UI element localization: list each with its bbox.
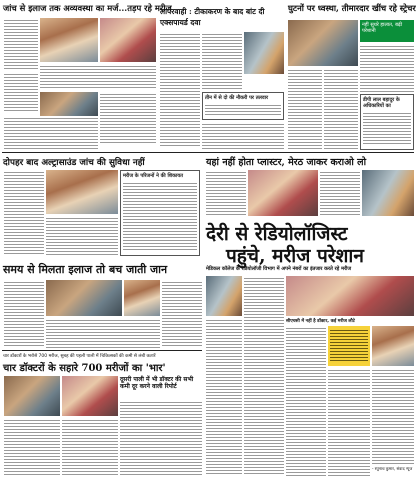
photo bbox=[46, 170, 118, 214]
text-block bbox=[4, 170, 44, 256]
text-block bbox=[328, 368, 370, 476]
text-block bbox=[360, 44, 414, 92]
text-block bbox=[244, 276, 284, 476]
boxed-story-title: मरीज के परिजनों ने की शिकायत bbox=[123, 173, 184, 179]
text-block bbox=[62, 418, 118, 476]
boxed-story bbox=[360, 94, 414, 150]
photo bbox=[46, 280, 122, 316]
text-block bbox=[363, 111, 411, 145]
highlight-box bbox=[328, 326, 370, 366]
boxed-story bbox=[202, 92, 284, 120]
byline: - रघुनाथ कुमार, संवाद न्यूज bbox=[372, 466, 413, 471]
headline-mid-left: दोपहर बाद अल्ट्रासाउंड जांच की सुविधा नहीं bbox=[3, 158, 145, 168]
text-block bbox=[100, 92, 156, 144]
text-block bbox=[330, 328, 368, 362]
boxed-story bbox=[120, 170, 200, 256]
lead-subheadline: मेडिकल कॉलेज के रेडियोलॉजी विभाग में अपने नंबरों का इंतजार करते रहे मरीज bbox=[206, 266, 352, 272]
lead-headline-line1: देरी से रेडियोलॉजिस्ट bbox=[206, 223, 348, 245]
text-block bbox=[162, 280, 202, 348]
text-block bbox=[320, 170, 360, 216]
text-block bbox=[123, 181, 197, 251]
photo bbox=[372, 326, 414, 366]
boxed-story-title: तीन में से दो की नौकरी पर तलवार bbox=[205, 95, 269, 101]
text-block bbox=[288, 68, 322, 150]
photo bbox=[362, 170, 414, 216]
photo bbox=[286, 276, 414, 316]
lead-headline-line2: पहुंचे, मरीज परेशान bbox=[226, 245, 364, 267]
text-block bbox=[4, 72, 38, 112]
headline-top-mid: लापरवाही : टीकाकरण के बाद बांट दी एक्सपायर्ड दवा bbox=[160, 7, 265, 27]
green-box: नहीं सुधरे हालात, बढ़ी परेशानी bbox=[360, 20, 414, 42]
text-block bbox=[160, 32, 200, 148]
text-block bbox=[205, 103, 281, 117]
text-block bbox=[46, 216, 118, 256]
text-block bbox=[4, 280, 44, 348]
text-block bbox=[206, 318, 242, 476]
text-block bbox=[120, 400, 202, 476]
photo bbox=[40, 18, 98, 62]
photo bbox=[124, 280, 160, 316]
boxed-story-title: डीपी लाल बहादुर के अधिकारियों का bbox=[363, 97, 400, 109]
text-block bbox=[206, 170, 246, 216]
divider bbox=[2, 350, 202, 351]
text-block bbox=[372, 368, 414, 464]
photo bbox=[100, 18, 156, 62]
divider bbox=[2, 152, 414, 153]
photo bbox=[206, 276, 242, 316]
text-block bbox=[202, 122, 284, 150]
text-block bbox=[4, 418, 60, 476]
text-block bbox=[46, 318, 160, 348]
headline-bottom-left-kicker: चार डॉक्टरों के भरोसे 700 मरीज, सुबह की पहली पाली में चिकित्सकों की कमी से लंबी कतारें bbox=[3, 354, 156, 359]
text-block bbox=[4, 18, 38, 70]
text-block bbox=[40, 64, 156, 90]
photo bbox=[62, 376, 118, 416]
photo bbox=[248, 170, 318, 216]
headline-bottom-left: चार डॉक्टरों के सहारे 700 मरीजों का 'भार' bbox=[3, 363, 166, 374]
headline-mid-right: यहां नहीं होता प्लास्टर, मेरठ जाकर कराओ लो bbox=[206, 157, 367, 168]
photo bbox=[288, 20, 358, 66]
text-block bbox=[202, 32, 242, 90]
photo bbox=[244, 32, 284, 74]
text-block bbox=[4, 116, 98, 150]
text-block bbox=[324, 68, 358, 150]
photo bbox=[40, 92, 98, 116]
small-headline: दूसरी पाली में भी डॉक्टर की सभी कमी दूर करने वाली रिपोर्ट bbox=[120, 376, 194, 390]
headline-top-left: जांच से इलाज तक अव्यवस्था का मर्ज...तड़प रहे मरीज bbox=[3, 3, 172, 13]
text-block bbox=[286, 326, 326, 476]
photo-caption: सीएचसी में नहीं है डॉक्टर, कई मरीज लौटे bbox=[286, 319, 355, 324]
photo bbox=[4, 376, 60, 416]
headline-top-right: घुटनों पर ध्वस्था, तीमारदार खींच रहे स्ट्रेचर bbox=[288, 3, 416, 13]
headline-left-big: समय से मिलता इलाज तो बच जाती जान bbox=[3, 263, 168, 276]
